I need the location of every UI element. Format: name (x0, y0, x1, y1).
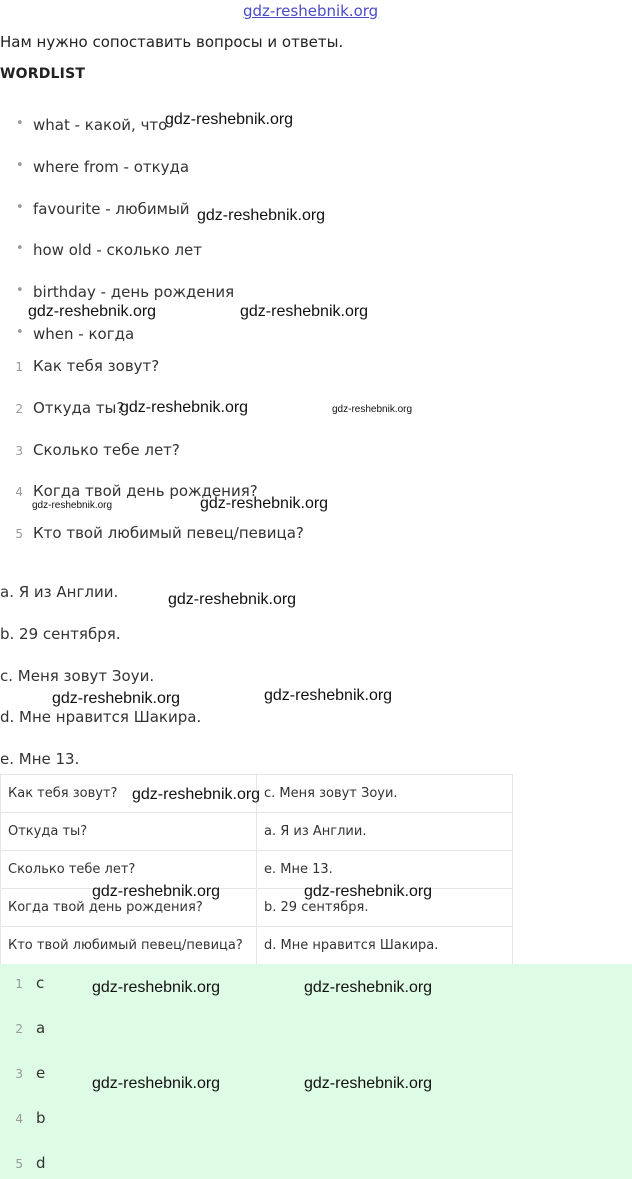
table-cell-question: Откуда ты? (1, 813, 257, 851)
table-row (1, 851, 513, 889)
wordlist-item: • how old - сколько лет (33, 241, 202, 259)
watermark-text: gdz-reshebnik.org (92, 883, 221, 900)
result-letter: a (36, 1019, 46, 1037)
watermark-text: gdz-reshebnik.org (197, 207, 326, 224)
watermark-text: gdz-reshebnik.org (120, 399, 249, 416)
result-number: 2 (15, 1022, 23, 1036)
watermark-text: gdz-reshebnik.org (32, 500, 113, 511)
wordlist-item: • favourite - любимый (33, 200, 190, 218)
result-number: 3 (15, 1067, 23, 1081)
question-number: 2 (15, 402, 23, 416)
watermark-text: gdz-reshebnik.org (264, 687, 393, 704)
question-number: 1 (15, 360, 23, 374)
site-header-link[interactable]: gdz-reshebnik.org (243, 2, 379, 20)
watermark-text: gdz-reshebnik.org (28, 303, 157, 320)
question-text: Откуда ты? (33, 399, 125, 417)
question-number: 5 (15, 527, 23, 541)
result-letter: c (36, 974, 45, 992)
table-cell-question: Когда твой день рождения? (1, 889, 257, 927)
watermark-text: gdz-reshebnik.org (132, 786, 261, 803)
table-cell-answer: e. Мне 13. (257, 851, 513, 889)
table-cell-question: Сколько тебе лет? (1, 851, 257, 889)
watermark-text: gdz-reshebnik.org (52, 690, 181, 707)
result-number: 1 (15, 977, 23, 991)
table-cell-question: Кто твой любимый певец/певица? (1, 927, 257, 965)
result-number: 5 (15, 1157, 23, 1171)
table-cell-answer: c. Меня зовут Зоуи. (257, 775, 513, 813)
answer-option: a. Я из Англии. (0, 583, 119, 601)
watermark-text: gdz-reshebnik.org (168, 591, 297, 608)
result-letter: b (36, 1109, 46, 1127)
watermark-text: gdz-reshebnik.org (200, 495, 329, 512)
wordlist-title: WORDLIST (0, 66, 86, 82)
table-cell-question: Как тебя зовут? (1, 775, 257, 813)
table-cell-answer: b. 29 сентября. (257, 889, 513, 927)
watermark-text: gdz-reshebnik.org (165, 111, 294, 128)
wordlist-item: • what - какой, что (33, 116, 167, 134)
table-cell-answer: d. Мне нравится Шакира. (257, 927, 513, 965)
table-row (1, 889, 513, 927)
question-text: Кто твой любимый певец/певица? (33, 524, 304, 542)
question-number: 4 (15, 485, 23, 499)
answer-option: b. 29 сентября. (0, 625, 121, 643)
answer-option: d. Мне нравится Шакира. (0, 708, 202, 726)
result-letter: d (36, 1154, 46, 1172)
wordlist-item: • where from - откуда (33, 158, 189, 176)
watermark-text: gdz-reshebnik.org (304, 883, 433, 900)
question-text: Как тебя зовут? (33, 357, 160, 375)
answer-option: c. Меня зовут Зоуи. (0, 667, 155, 685)
watermark-text: gdz-reshebnik.org (304, 979, 433, 996)
watermark-text: gdz-reshebnik.org (332, 404, 413, 415)
question-text: Когда твой день рождения? (33, 482, 258, 500)
table-cell-answer: a. Я из Англии. (257, 813, 513, 851)
result-number: 4 (15, 1112, 23, 1126)
result-letter: e (36, 1064, 46, 1082)
answer-option: e. Мне 13. (0, 750, 80, 768)
watermark-text: gdz-reshebnik.org (304, 1075, 433, 1092)
watermark-text: gdz-reshebnik.org (92, 1075, 221, 1092)
table-row (1, 813, 513, 851)
intro-text: Нам нужно сопоставить вопросы и ответы. (0, 33, 344, 51)
question-text: Сколько тебе лет? (33, 441, 180, 459)
watermark-text: gdz-reshebnik.org (92, 979, 221, 996)
watermark-text: gdz-reshebnik.org (240, 303, 369, 320)
table-row (1, 927, 513, 965)
wordlist-item: • birthday - день рождения (33, 283, 234, 301)
wordlist-item: • when - когда (33, 325, 134, 343)
question-number: 3 (15, 444, 23, 458)
